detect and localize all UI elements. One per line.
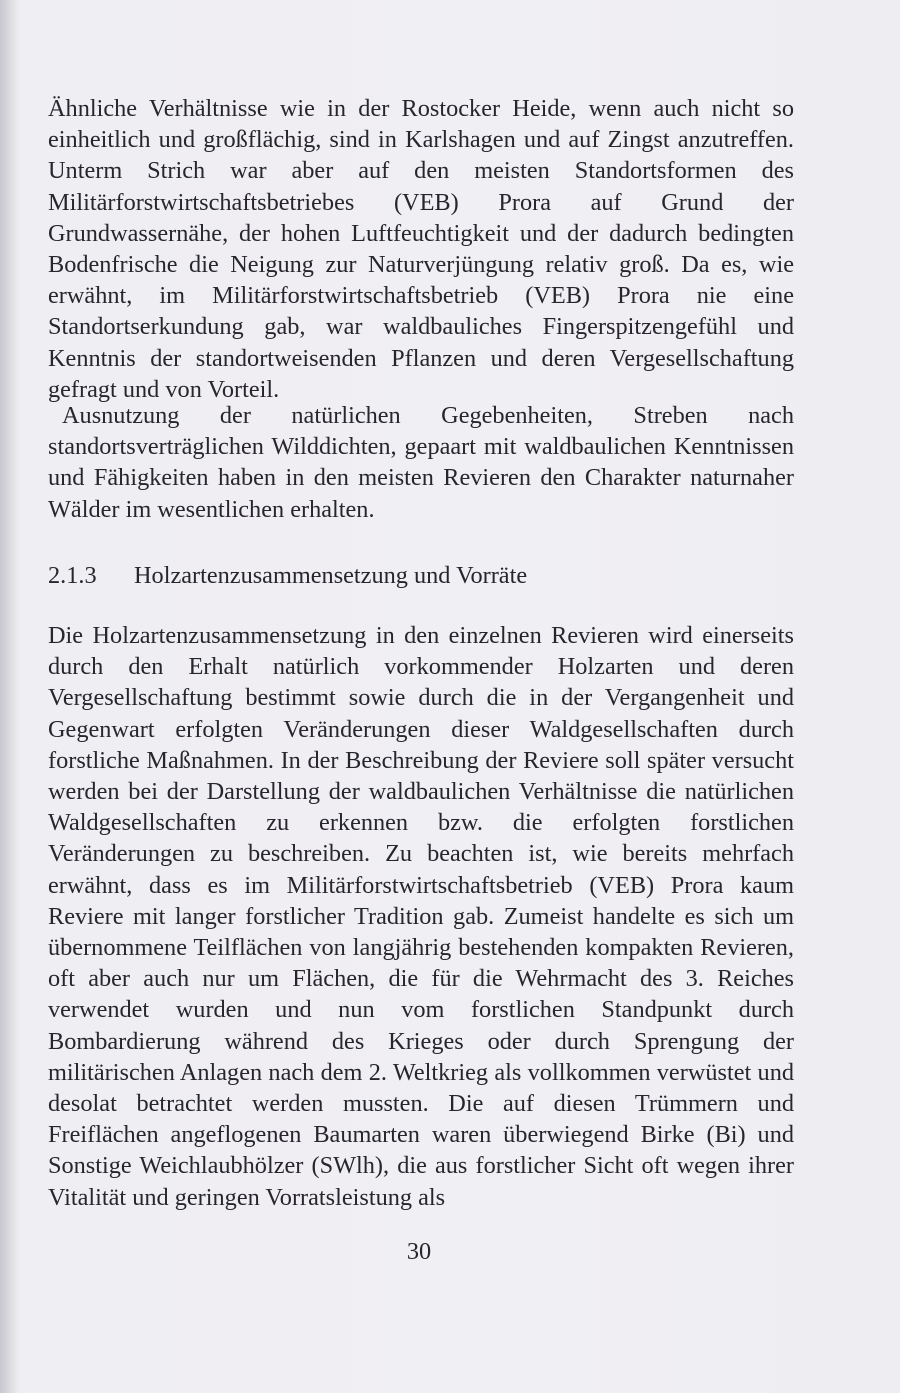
section-heading xyxy=(48,560,527,591)
body-paragraph-1: Ähnliche Verhältnisse wie in der Rostocker Heide, wenn auch nicht so einheitlich und großflächig, sind in Karlshagen und auf Zingst anzutreffen. Unterm Strich war aber auf den meisten Standortsformen des Militärforstwirtschaftsbetriebes (VEB) Prora auf Grund der Grundwassernähe, der hohen Luftfeuchtigkeit und der dadurch bedingten Bodenfrische die Neigung zur Naturverjüngung relativ groß. Da es, wie erwähnt, im Militärforstwirtschaftsbetrieb (VEB) Prora nie eine Standortserkundung gab, war waldbauliches Fingerspitzengefühl und Kenntnis der standortweisenden Pflanzen und deren Vergesellschaftung gefragt und von Vorteil. xyxy=(48,95,794,403)
body-paragraph-3: Die Holzartenzusammensetzung in den einzelnen Revieren wird einerseits durch den Erhalt natürlich vorkommender Holzarten und deren Vergesellschaftung bestimmt sowie durch die in der Vergangenheit und Gegenwart erfolgten Veränderungen dieser Waldgesellschaften durch forstliche Maßnahmen. In der Beschreibung der Reviere soll später versucht werden bei der Darstellung der waldbaulichen Verhältnisse die natürlichen Waldgesellschaften zu erkennen bzw. die erfolgten forstlichen Veränderungen zu beschreiben. Zu beachten ist, wie bereits mehrfach erwähnt, dass es im Militärforstwirtschaftsbetrieb (VEB) Prora kaum Reviere mit langer forstlicher Tradition gab. Zumeist handelte es sich um übernommene Teilflächen von langjährig bestehenden kompakten Revieren, oft aber auch nur um Flächen, die für die Wehrmacht des 3. Reiches verwendet wurden und nun vom forstlichen Standpunkt durch Bombardierung während des Krieges oder durch Sprengung der militärischen Anlagen nach dem 2. Weltkrieg als vollkommen verwüstet und desolat betrachtet werden mussten. Die auf diesen Trümmern und Freiflächen angeflogenen Baumarten waren überwiegend Birke (Bi) und Sonstige Weichlaubhölzer (SWlh), die aus forstlicher Sicht oft wegen ihrer Vitalität und geringen Vorratsleistung als xyxy=(48,622,794,1211)
binding-gutter-shadow xyxy=(0,0,18,1393)
section-number: 2.1.3 xyxy=(48,562,97,589)
body-paragraph-2: Ausnutzung der natürlichen Gegebenheiten, Streben nach standortsverträglichen Wilddichten, gepaart mit waldbaulichen Kenntnissen und Fähigkeiten haben in den meisten Revieren den Charakter naturnaher Wälder im wesentlichen erhalten. xyxy=(48,402,794,523)
page-number: 30 xyxy=(406,1238,432,1265)
section-title: Holzartenzusammensetzung und Vorräte xyxy=(134,562,528,589)
